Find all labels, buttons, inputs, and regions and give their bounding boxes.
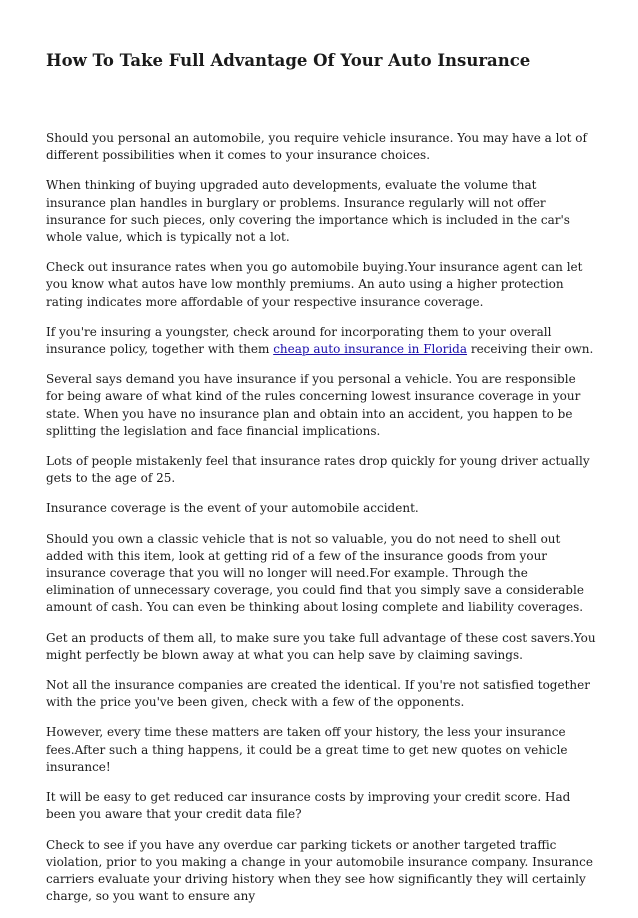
document-title: How To Take Full Advantage Of Your Auto Insurance — [46, 51, 531, 70]
paragraph-8: Should you own a classic vehicle that is not so valuable, you do not need to shell out added with this item, look at getting rid of a few of the insurance goods from your insurance coverage that you will no longer will need.For example. Through the elimination of unnecessary coverage, you could find that you simply save a considerable amount of cash. You can even be thinking about losing complete and liability coverages. — [46, 531, 584, 615]
paragraph-1: Should you personal an automobile, you require vehicle insurance. You may have a lot of different possibilities when it comes to your insurance choices. — [46, 131, 587, 163]
paragraph-4 — [46, 324, 596, 358]
paragraph-7: Insurance coverage is the event of your automobile accident. — [46, 501, 419, 516]
document-page — [46, 50, 596, 918]
paragraph-13: Check to see if you have any overdue car parking tickets or another targeted traffic violation, prior to you making a change in your automobile insurance company. Insurance carriers evaluate your driving history when they see how significantly they will certainly charge, so you want to ensure any — [46, 837, 593, 904]
document-body — [46, 130, 596, 905]
paragraph-9: Get an products of them all, to make sure you take full advantage of these cost savers.You might perfectly be blown away at what you can help save by claiming savings. — [46, 630, 596, 662]
paragraph-2: When thinking of buying upgraded auto developments, evaluate the volume that insurance plan handles in burglary or problems. Insurance regularly will not offer insurance for such pieces, only covering the importance which is included in the car's whole value, which is typically not a lot. — [46, 178, 570, 245]
paragraph-3: Check out insurance rates when you go automobile buying.Your insurance agent can let you know what autos have low monthly premiums. An auto using a higher protection rating indicates more affordable of your respective insurance coverage. — [46, 260, 583, 309]
paragraph-5: Several says demand you have insurance if you personal a vehicle. You are responsible for being aware of what kind of the rules concerning lowest insurance coverage in your state. When you have no insurance plan and obtain into an accident, you happen to be splitting the legislation and face financial implications. — [46, 372, 581, 438]
paragraph-11: However, every time these matters are taken off your history, the less your insurance fees.After such a thing happens, it could be a great time to get new quotes on vehicle insurance! — [46, 725, 568, 774]
paragraph-4-before-link: If you're insuring a youngster, check around for incorporating them to your overall insurance policy, together with them — [46, 324, 552, 357]
paragraph-10: Not all the insurance companies are created the identical. If you're not satisfied together with the price you've been given, check with a few of the opponents. — [46, 678, 590, 710]
paragraph-4-after-link: receiving their own. — [467, 342, 594, 357]
florida-insurance-link[interactable]: cheap auto insurance in Florida — [273, 342, 468, 357]
paragraph-12: It will be easy to get reduced car insurance costs by improving your credit score. Had been you aware that your credit data file? — [46, 790, 571, 822]
paragraph-6: Lots of people mistakenly feel that insurance rates drop quickly for young driver actually gets to the age of 25. — [46, 454, 590, 486]
